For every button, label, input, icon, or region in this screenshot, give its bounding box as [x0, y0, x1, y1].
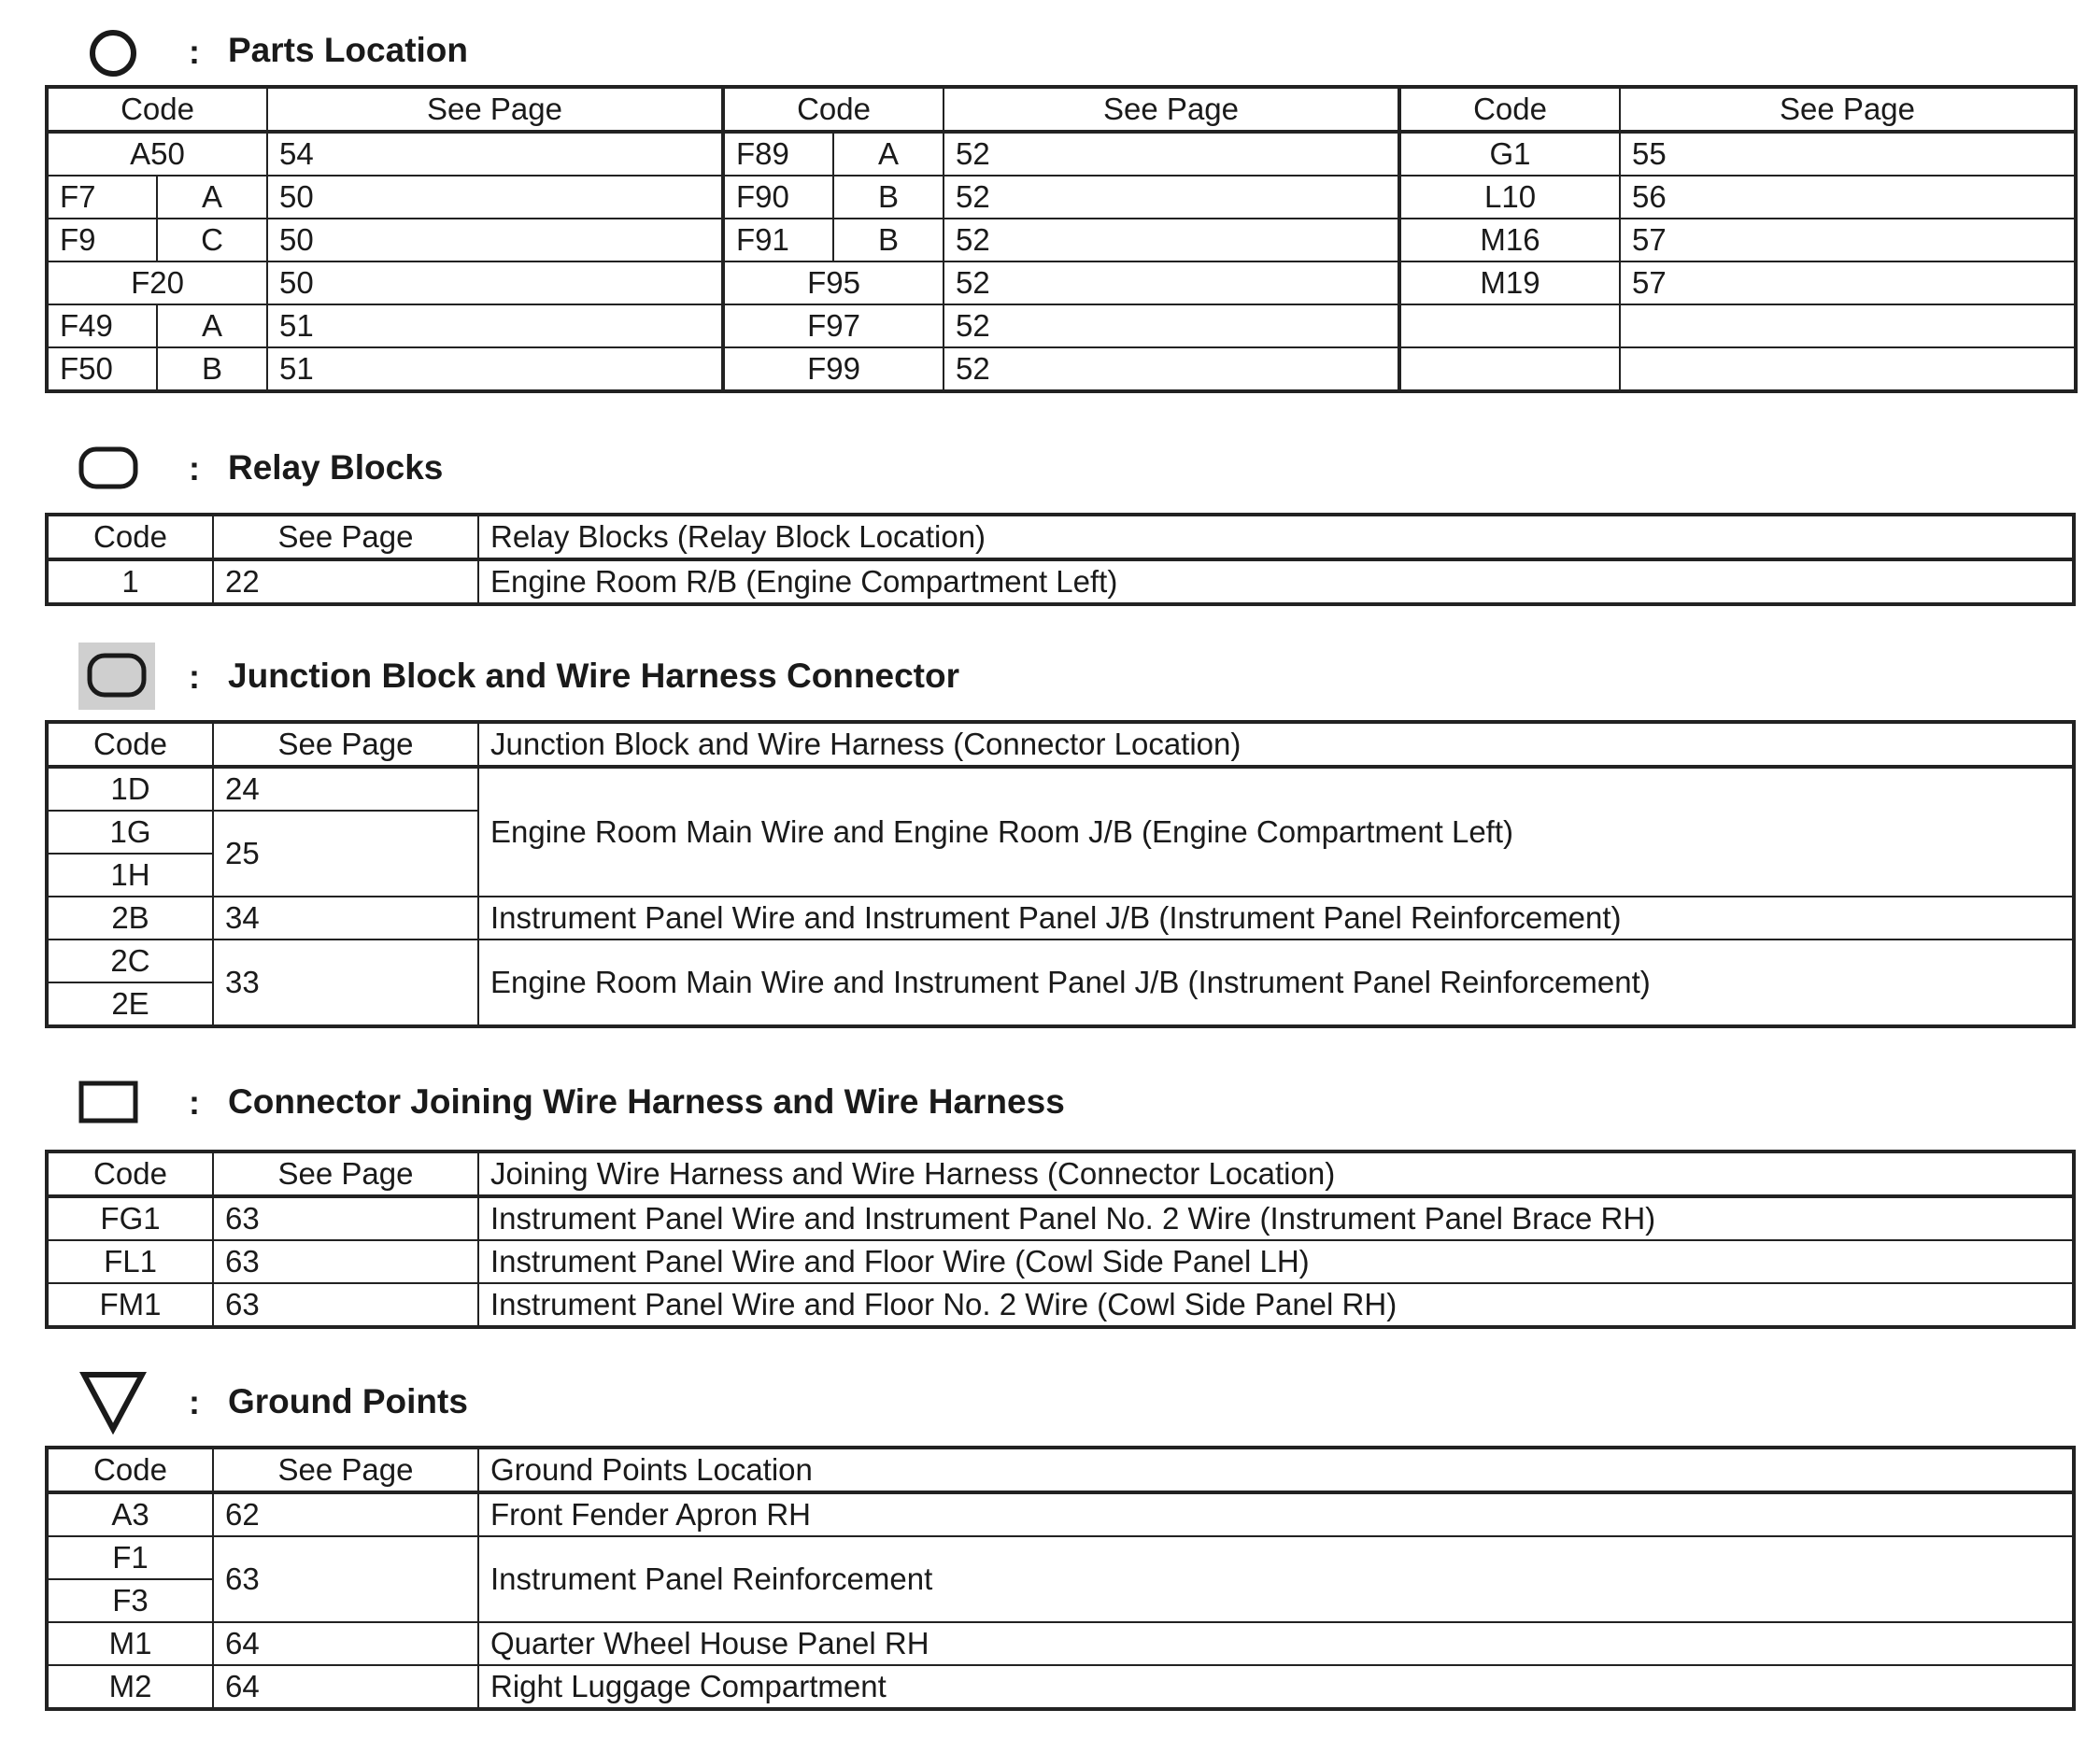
page-cell: 63	[213, 1196, 478, 1240]
table-row	[47, 1622, 2074, 1665]
colon: :	[189, 657, 200, 696]
page-cell: 64	[213, 1622, 478, 1665]
code-cell: M19	[1399, 261, 1620, 304]
description-cell: Instrument Panel Wire and Instrument Panel No. 2 Wire (Instrument Panel Brace RH)	[478, 1196, 2074, 1240]
code-cell: G1	[1399, 132, 1620, 176]
ground-points-table	[45, 1446, 2076, 1711]
page-cell: 63	[213, 1240, 478, 1283]
junction-block-table	[45, 720, 2076, 1028]
rectangle-icon	[78, 1079, 138, 1125]
section-title: Relay Blocks	[228, 448, 444, 487]
table-header-row	[47, 1152, 2074, 1196]
table-row	[47, 347, 2076, 391]
connector-table	[45, 1150, 2076, 1329]
code-cell: L10	[1399, 176, 1620, 219]
page-cell: 52	[944, 176, 1399, 219]
code-cell: F90	[723, 176, 833, 219]
code-cell: F50	[47, 347, 157, 391]
page-cell: 50	[267, 219, 723, 261]
page-cell: 34	[213, 897, 478, 940]
circle-icon	[88, 28, 138, 78]
page-cell: 50	[267, 176, 723, 219]
section-title: Parts Location	[228, 31, 468, 69]
code-cell: FG1	[47, 1196, 213, 1240]
table-row	[47, 304, 2076, 347]
description-cell: Engine Room R/B (Engine Compartment Left)	[478, 559, 2074, 604]
section-title: Connector Joining Wire Harness and Wire Harness	[228, 1082, 1065, 1121]
page-cell: 63	[213, 1283, 478, 1327]
code-cell: 2E	[47, 982, 213, 1026]
page-cell: 51	[267, 304, 723, 347]
sub-code-cell: B	[833, 219, 944, 261]
column-header: Code	[47, 1448, 213, 1492]
colon: :	[189, 449, 200, 487]
description-cell: Instrument Panel Wire and Floor Wire (Cowl Side Panel LH)	[478, 1240, 2074, 1283]
description-cell: Quarter Wheel House Panel RH	[478, 1622, 2074, 1665]
column-header: See Page	[213, 722, 478, 767]
table-row	[47, 897, 2074, 940]
ground-points-header	[0, 1369, 2100, 1434]
column-header: See Page	[944, 87, 1399, 132]
sub-code-cell: A	[157, 304, 267, 347]
table-row	[47, 940, 2074, 982]
page-cell: 22	[213, 559, 478, 604]
column-header: See Page	[213, 1448, 478, 1492]
relay-blocks-header	[0, 437, 2100, 502]
colon: :	[189, 1383, 200, 1421]
code-cell: M16	[1399, 219, 1620, 261]
page-cell: 52	[944, 132, 1399, 176]
connector-header	[0, 1073, 2100, 1138]
page-cell: 64	[213, 1665, 478, 1709]
sub-code-cell: A	[833, 132, 944, 176]
colon: :	[189, 1083, 200, 1122]
section-title: Ground Points	[228, 1382, 468, 1420]
table-row	[47, 559, 2074, 604]
code-cell: F49	[47, 304, 157, 347]
description-cell: Engine Room Main Wire and Instrument Panel J/B (Instrument Panel Reinforcement)	[478, 940, 2074, 1026]
page-cell: 56	[1620, 176, 2076, 219]
triangle-icon	[78, 1369, 148, 1434]
column-header: See Page	[213, 1152, 478, 1196]
column-header: See Page	[1620, 87, 2076, 132]
table-header-row	[47, 515, 2074, 559]
page-cell: 62	[213, 1492, 478, 1536]
description-cell: Instrument Panel Reinforcement	[478, 1536, 2074, 1622]
code-cell: 1G	[47, 811, 213, 854]
page-cell: 51	[267, 347, 723, 391]
code-cell: F97	[723, 304, 944, 347]
table-row	[47, 176, 2076, 219]
column-header: Junction Block and Wire Harness (Connector Location)	[478, 722, 2074, 767]
code-cell: F1	[47, 1536, 213, 1579]
page-cell: 24	[213, 767, 478, 811]
code-cell: FM1	[47, 1283, 213, 1327]
code-cell: F9	[47, 219, 157, 261]
code-cell: 2C	[47, 940, 213, 982]
description-cell: Instrument Panel Wire and Floor No. 2 Wire (Cowl Side Panel RH)	[478, 1283, 2074, 1327]
code-cell: F20	[47, 261, 267, 304]
code-cell: FL1	[47, 1240, 213, 1283]
column-header: Code	[1399, 87, 1620, 132]
code-cell: F99	[723, 347, 944, 391]
code-cell: 2B	[47, 897, 213, 940]
code-cell: A3	[47, 1492, 213, 1536]
sub-code-cell: B	[157, 347, 267, 391]
junction-block-header	[0, 643, 2100, 708]
code-cell: F89	[723, 132, 833, 176]
table-row	[47, 1196, 2074, 1240]
column-header: Code	[723, 87, 944, 132]
page-cell: 57	[1620, 219, 2076, 261]
code-cell: A50	[47, 132, 267, 176]
column-header: Code	[47, 515, 213, 559]
code-cell: 1H	[47, 854, 213, 897]
column-header: Code	[47, 87, 267, 132]
relay-blocks-table	[45, 513, 2076, 606]
code-cell	[1399, 304, 1620, 347]
description-cell: Engine Room Main Wire and Engine Room J/B (Engine Compartment Left)	[478, 767, 2074, 897]
table-row	[47, 1240, 2074, 1283]
column-header: See Page	[267, 87, 723, 132]
page-cell: 52	[944, 219, 1399, 261]
table-row	[47, 1492, 2074, 1536]
code-cell: M1	[47, 1622, 213, 1665]
page-cell: 52	[944, 261, 1399, 304]
page-cell: 57	[1620, 261, 2076, 304]
table-header-row	[47, 87, 2076, 132]
page-cell: 54	[267, 132, 723, 176]
column-header: Relay Blocks (Relay Block Location)	[478, 515, 2074, 559]
table-header-row	[47, 1448, 2074, 1492]
description-cell: Right Luggage Compartment	[478, 1665, 2074, 1709]
page-cell: 63	[213, 1536, 478, 1622]
column-header: See Page	[213, 515, 478, 559]
code-cell: F91	[723, 219, 833, 261]
column-header: Code	[47, 722, 213, 767]
column-header: Joining Wire Harness and Wire Harness (Connector Location)	[478, 1152, 2074, 1196]
table-row	[47, 132, 2076, 176]
page-cell	[1620, 304, 2076, 347]
page-cell: 52	[944, 304, 1399, 347]
code-cell: M2	[47, 1665, 213, 1709]
table-row	[47, 1536, 2074, 1579]
sub-code-cell: A	[157, 176, 267, 219]
parts-location-table	[45, 85, 2078, 393]
code-cell	[1399, 347, 1620, 391]
page-cell: 50	[267, 261, 723, 304]
table-row	[47, 1283, 2074, 1327]
table-header-row	[47, 722, 2074, 767]
code-cell: 1D	[47, 767, 213, 811]
code-cell: F95	[723, 261, 944, 304]
table-row	[47, 261, 2076, 304]
parts-location-header	[0, 19, 2100, 84]
page-cell: 25	[213, 811, 478, 897]
code-cell: 1	[47, 559, 213, 604]
column-header: Code	[47, 1152, 213, 1196]
code-cell: F3	[47, 1579, 213, 1622]
page-cell: 52	[944, 347, 1399, 391]
code-cell: F7	[47, 176, 157, 219]
column-header: Ground Points Location	[478, 1448, 2074, 1492]
shaded-rounded-rectangle-icon	[78, 643, 155, 710]
section-title: Junction Block and Wire Harness Connector	[228, 657, 959, 695]
page-cell: 55	[1620, 132, 2076, 176]
page-cell: 33	[213, 940, 478, 1026]
rounded-rectangle-icon	[78, 445, 138, 491]
sub-code-cell: C	[157, 219, 267, 261]
colon: :	[189, 33, 200, 71]
description-cell: Instrument Panel Wire and Instrument Panel J/B (Instrument Panel Reinforcement)	[478, 897, 2074, 940]
table-row	[47, 219, 2076, 261]
sub-code-cell: B	[833, 176, 944, 219]
table-row	[47, 1665, 2074, 1709]
table-row	[47, 767, 2074, 811]
page-cell	[1620, 347, 2076, 391]
description-cell: Front Fender Apron RH	[478, 1492, 2074, 1536]
